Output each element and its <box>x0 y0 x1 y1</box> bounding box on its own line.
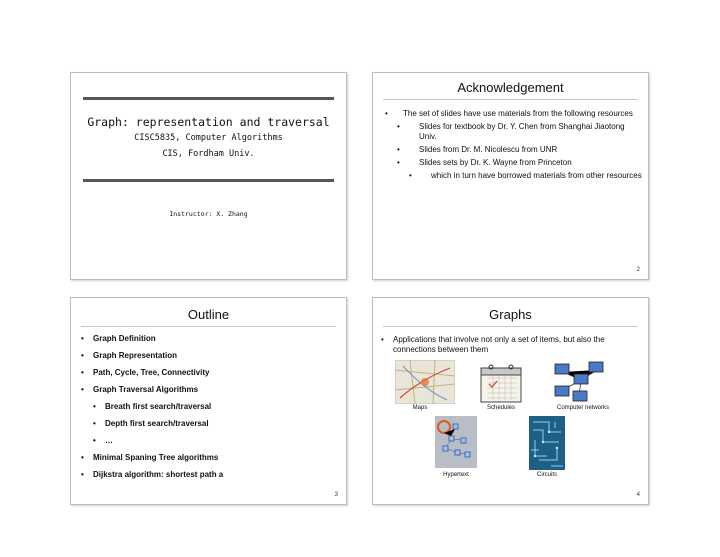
top-rule <box>83 97 334 100</box>
slide-4 <box>372 297 649 505</box>
bottom-rule <box>83 179 334 182</box>
slide-2 <box>372 72 649 280</box>
list-item: • Breath first search/traversal <box>93 402 212 411</box>
page-number: 2 <box>636 267 640 273</box>
list-item: • Slides from Dr. M. Nicolescu from UNR <box>397 145 558 154</box>
slide-1 <box>70 72 347 280</box>
page-number: 3 <box>334 492 338 498</box>
course-name: CISC5835, Computer Algorithms <box>134 133 283 143</box>
list-item: • which in turn have borrowed materials from other resources <box>409 171 642 180</box>
list-item: • Graph Definition <box>81 334 156 343</box>
ack-list <box>373 109 643 184</box>
list-item: • Path, Cycle, Tree, Connectivity <box>81 368 210 377</box>
list-item: • Slides sets by Dr. K. Wayne from Princeton <box>397 158 572 167</box>
slide2-title: Acknowledgement <box>457 80 564 95</box>
calendar-icon <box>479 362 523 404</box>
title-rule <box>81 326 336 327</box>
schedules-caption: Schedules <box>486 405 516 411</box>
list-item: • The set of slides have use materials from the following resources <box>385 109 633 118</box>
page-number: 4 <box>636 492 640 498</box>
list-item: • Graph Representation <box>81 351 178 360</box>
instructor: Instructor: X. Zhang <box>169 210 248 218</box>
slide3-title: Outline <box>187 307 230 322</box>
hypertext-image <box>435 416 477 468</box>
graphs-bullet: • Applications that involve not only a set of items, but also the connections between them <box>381 335 605 354</box>
title-rule <box>383 99 638 100</box>
slide4-title: Graphs <box>489 307 532 322</box>
computer-network-icon <box>551 358 607 404</box>
department: CIS, Fordham Univ. <box>162 149 255 159</box>
circuits-caption: Circuits <box>536 472 557 478</box>
list-item: • Minimal Spaning Tree algorithms <box>81 453 219 462</box>
list-item: • Slides for textbook by Dr. Y. Chen from Shanghai Jiaotong Univ. <box>397 122 625 141</box>
title-rule <box>383 326 638 327</box>
map-image <box>395 360 455 404</box>
slide-3 <box>70 297 347 505</box>
slide1-title: Graph: representation and traversal <box>87 115 330 129</box>
list-item: • Depth first search/traversal <box>93 419 209 428</box>
outline-list <box>71 334 341 487</box>
maps-caption: Maps <box>412 405 428 411</box>
list-item: • … <box>93 436 113 445</box>
list-item: • Graph Traversal Algorithms <box>81 385 199 394</box>
circuit-image <box>529 416 565 470</box>
networks-caption: Computer networks <box>556 405 610 411</box>
hypertext-caption: Hypertext <box>443 472 469 478</box>
list-item: • Dijkstra algorithm: shortest path a <box>81 470 224 479</box>
